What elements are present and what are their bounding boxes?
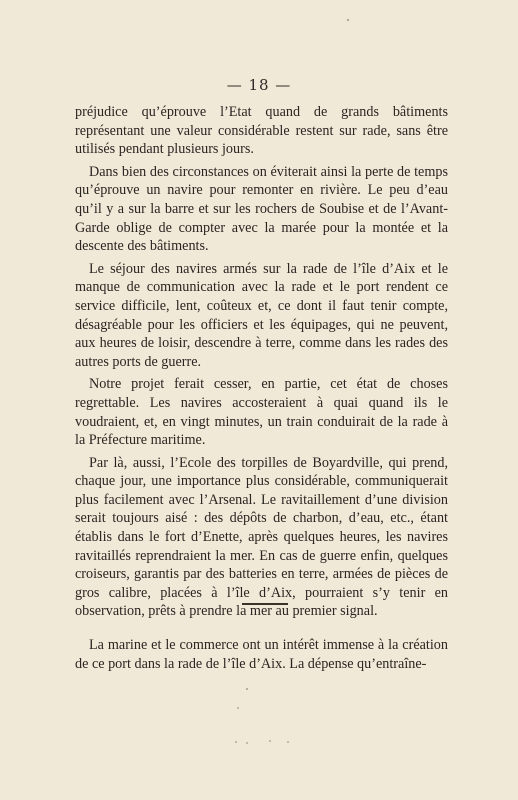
paragraph-3: Le séjour des navires armés sur la rade de l’île d’Aix et le manque de communication avec la rade et le port rendent ce service difficile, lent, coûteux et, ce dont il faut tenir compte, désagréable pour les officiers et les équipages, qui ne peuvent, aux heures de loisir, descendre à terre, comme dans les rades des autres ports de guerre. xyxy=(75,260,448,370)
paragraph-5: Par là, aussi, l’Ecole des torpilles de Boyardville, qui prend, chaque jour, une importance plus considérable, communiquerait plus facilement avec l’Arsenal. Le ravitaillement d’une division serait toujours aisé : des dépôts de charbon, d’eau, etc., étant établis dans le fort d’Enette, après quelques heures, les navires ravitaillés reprendraient la mer. En cas de guerre enfin, quelques croiseurs, garantis par des batteries en terre, armées de pièces de gros calibre, placées à l’île d’Aix, pourraient s’y tenir en observation, prêts à prendre la mer au premier signal. xyxy=(75,454,448,620)
paragraph-1: préjudice qu’éprouve l’Etat quand de grands bâtiments représentant une valeur considérable restent sur rade, sans être utilisés pendant plusieurs jours. xyxy=(75,104,448,158)
paragraph-4: Notre projet ferait cesser, en partie, cet état de choses regrettable. Les navires accosteraient à quai quand ils le voudraient, et, en vingt minutes, un train conduirait de la rade à la Préfecture maritime. xyxy=(75,376,448,449)
closing-paragraph: La marine et le commerce ont un intérêt immense à la création de ce port dans la rade de l’île d’Aix. La dépense qu’entraîne- xyxy=(75,637,448,672)
paragraph-2: Dans bien des circonstances on éviterait ainsi la perte de temps qu’éprouve un navire pour remonter en rivière. Le peu d’eau qu’il y a sur la barre et sur les rochers de Soubise et de l’Avant-Garde oblige de compter avec la marée pour la montée et la descente des bâtiments. xyxy=(75,163,448,255)
page-number: — 18 — xyxy=(226,76,292,94)
